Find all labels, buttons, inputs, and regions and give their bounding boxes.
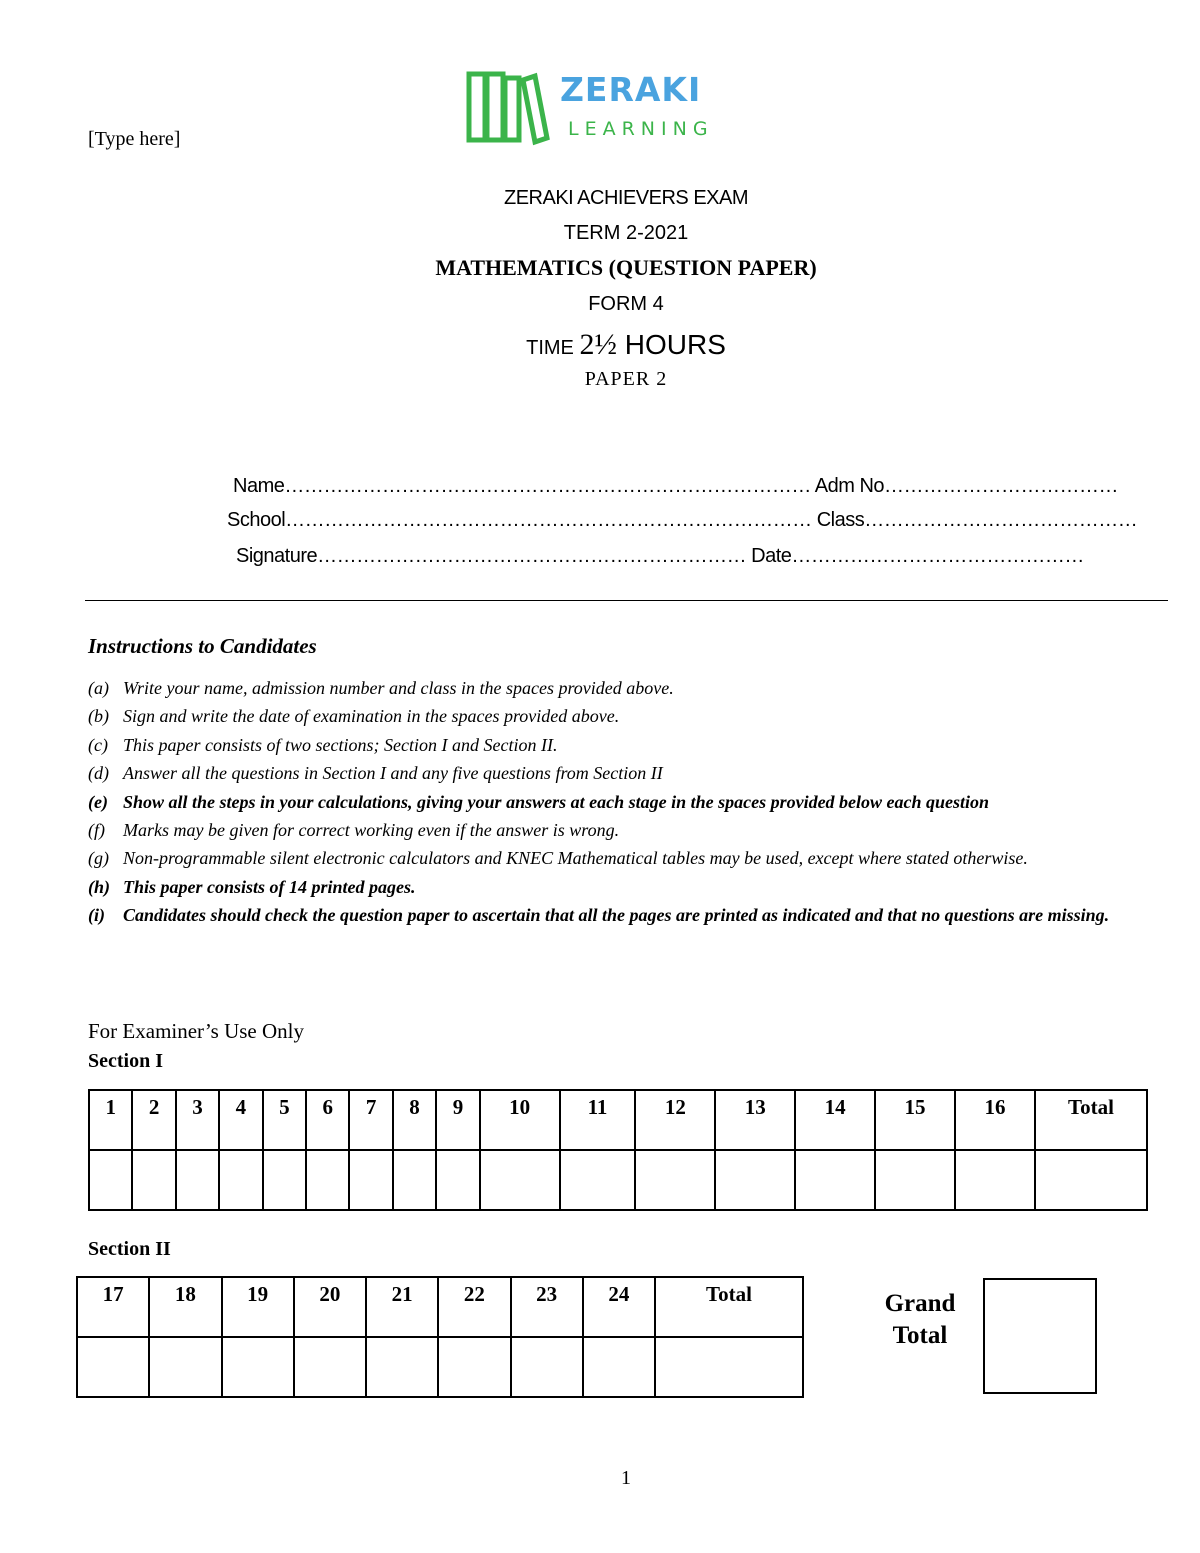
table-header-row	[89, 1090, 1147, 1150]
mark-cell[interactable]	[715, 1150, 795, 1210]
mark-cell[interactable]	[480, 1150, 560, 1210]
col-header: 19	[222, 1277, 294, 1337]
mark-cell[interactable]	[955, 1150, 1035, 1210]
signature-date-field[interactable]: Signature………………………………………………………… Date………………………………………	[236, 545, 1084, 567]
col-header: 21	[366, 1277, 438, 1337]
mark-cell[interactable]	[222, 1337, 294, 1397]
col-header: 12	[635, 1090, 715, 1150]
instruction-item: (h) This paper consists of 14 printed pages.	[88, 876, 416, 897]
mark-cell[interactable]	[560, 1150, 636, 1210]
instruction-item: (f) Marks may be given for correct working even if the answer is wrong.	[88, 820, 620, 841]
instruction-item: (a) Write your name, admission number and class in the spaces provided above.	[88, 678, 674, 698]
col-header: 14	[795, 1090, 875, 1150]
instruction-item: (i) Candidates should check the question paper to ascertain that all the pages are printed as indicated and that no questions are missing.	[88, 905, 1110, 926]
col-header: 13	[715, 1090, 795, 1150]
school-class-field[interactable]: School……………………………………………………………………… Class……………………………………	[227, 509, 1138, 531]
instructions-list	[88, 674, 1178, 930]
page-number: 1	[621, 1467, 631, 1489]
header-placeholder: [Type here]	[88, 128, 181, 150]
col-header: 5	[263, 1090, 306, 1150]
section2-label: Section II	[88, 1238, 171, 1260]
mark-cell[interactable]	[263, 1150, 306, 1210]
mark-cell[interactable]	[875, 1150, 955, 1210]
term: TERM 2-2021	[563, 222, 689, 244]
col-header: 6	[306, 1090, 349, 1150]
mark-cell[interactable]	[306, 1150, 349, 1210]
grand-total-box[interactable]	[983, 1278, 1097, 1394]
col-header: 1	[89, 1090, 132, 1150]
col-header: 8	[393, 1090, 436, 1150]
examiner-heading: For Examiner’s Use Only	[88, 1019, 304, 1043]
instructions-title: Instructions to Candidates	[88, 634, 317, 658]
mark-cell[interactable]	[219, 1150, 262, 1210]
mark-cell[interactable]	[349, 1150, 392, 1210]
section1-marks-table	[88, 1089, 1148, 1211]
mark-cell[interactable]	[149, 1337, 221, 1397]
time-label: TIME	[526, 337, 580, 359]
col-header: Total	[1035, 1090, 1147, 1150]
col-header: 4	[219, 1090, 262, 1150]
instruction-item: (g) Non-programmable silent electronic calculators and KNEC Mathematical tables may be used, except where stated otherwise.	[88, 848, 1028, 869]
col-header: 11	[560, 1090, 636, 1150]
col-header: 18	[149, 1277, 221, 1337]
mark-cell[interactable]	[176, 1150, 219, 1210]
col-header: 17	[77, 1277, 149, 1337]
col-header: 16	[955, 1090, 1035, 1150]
total-cell[interactable]	[1035, 1150, 1147, 1210]
col-header: 23	[511, 1277, 583, 1337]
col-header: Total	[655, 1277, 803, 1337]
instruction-item: (b) Sign and write the date of examination in the spaces provided above.	[88, 706, 620, 727]
instruction-item: (d) Answer all the questions in Section I and any five questions from Section II	[88, 763, 663, 784]
mark-cell[interactable]	[583, 1337, 655, 1397]
instruction-item: (e) Show all the steps in your calculations, giving your answers at each stage in the spaces provided below each question	[88, 791, 990, 812]
time	[0, 328, 1200, 362]
name-adm-field[interactable]: Name……………………………………………………………………… Adm No………………………………	[233, 475, 1119, 497]
books-icon	[469, 74, 547, 142]
section1-label: Section I	[88, 1050, 163, 1072]
total-cell[interactable]	[655, 1337, 803, 1397]
divider	[85, 600, 1168, 601]
table-row	[77, 1337, 803, 1397]
mark-cell[interactable]	[366, 1337, 438, 1397]
mark-cell[interactable]	[132, 1150, 175, 1210]
instruction-item: (c) This paper consists of two sections; Section I and Section II.	[88, 734, 558, 755]
mark-cell[interactable]	[795, 1150, 875, 1210]
mark-cell[interactable]	[89, 1150, 132, 1210]
col-header: 7	[349, 1090, 392, 1150]
logo-brand: ZERAKI	[560, 70, 702, 109]
mark-cell[interactable]	[438, 1337, 510, 1397]
mark-cell[interactable]	[436, 1150, 479, 1210]
logo-sub: LEARNING	[568, 118, 714, 140]
col-header: 2	[132, 1090, 175, 1150]
col-header: 15	[875, 1090, 955, 1150]
mark-cell[interactable]	[635, 1150, 715, 1210]
col-header: 22	[438, 1277, 510, 1337]
col-header: 20	[294, 1277, 366, 1337]
exam-title: ZERAKI ACHIEVERS EXAM	[503, 187, 748, 209]
mark-cell[interactable]	[393, 1150, 436, 1210]
col-header: 9	[436, 1090, 479, 1150]
grand-total-label: Grand Total	[884, 1290, 956, 1349]
col-header: 24	[583, 1277, 655, 1337]
form: FORM 4	[588, 293, 664, 315]
table-row	[89, 1150, 1147, 1210]
col-header: 10	[480, 1090, 560, 1150]
section2-marks-table	[76, 1276, 804, 1398]
col-header: 3	[176, 1090, 219, 1150]
time-unit: HOURS	[616, 329, 726, 360]
mark-cell[interactable]	[294, 1337, 366, 1397]
mark-cell[interactable]	[77, 1337, 149, 1397]
table-header-row	[77, 1277, 803, 1337]
subject: MATHEMATICS (QUESTION PAPER)	[435, 255, 817, 280]
time-value: 2½	[579, 328, 617, 361]
mark-cell[interactable]	[511, 1337, 583, 1397]
paper: PAPER 2	[584, 368, 668, 390]
